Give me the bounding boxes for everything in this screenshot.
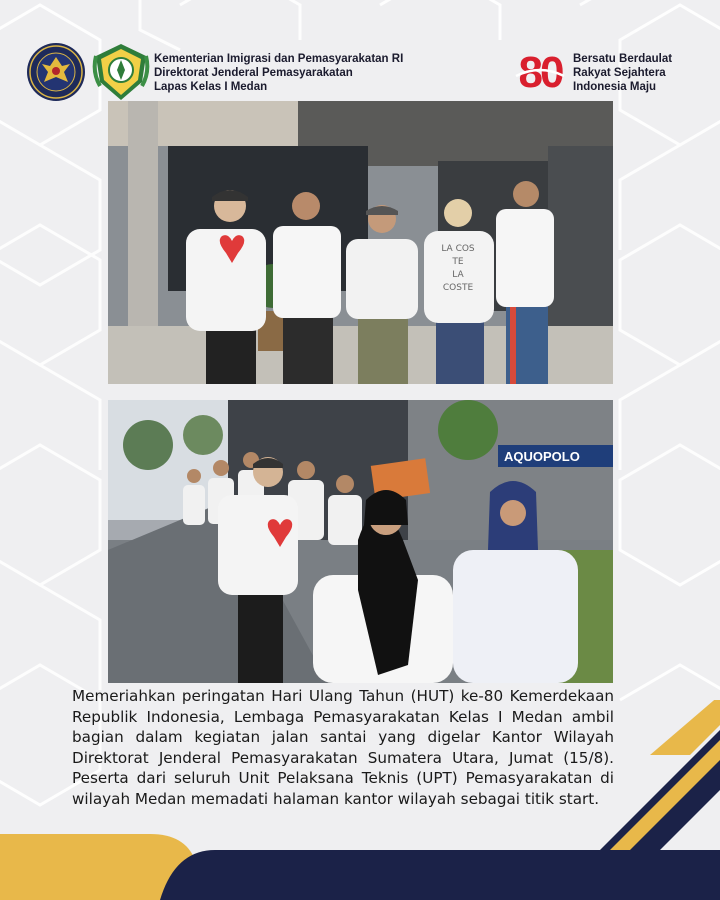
org-line-ministry: Kementerian Imigrasi dan Pemasyarakatan RI	[154, 53, 404, 65]
slogan-line-2: Rakyat Sejahtera	[573, 67, 666, 79]
shop-sign: AQUOPOLO	[504, 449, 580, 464]
slogan	[573, 52, 672, 94]
hut-80-badge	[510, 46, 570, 96]
org-line-unit: Lapas Kelas I Medan	[154, 81, 268, 93]
photo-officials-standing	[108, 101, 613, 384]
org-line-directorate: Direktorat Jenderal Pemasyarakatan	[154, 67, 353, 79]
badge-number: 80	[518, 48, 562, 96]
slogan-line-3: Indonesia Maju	[573, 81, 657, 93]
header	[0, 0, 720, 100]
pemasyarakatan-logo	[92, 42, 150, 102]
kementerian-logo	[26, 42, 86, 102]
svg-text:COSTE: COSTE	[442, 283, 474, 293]
svg-text:LA COS: LA COS	[441, 244, 475, 254]
organization-name	[154, 52, 403, 94]
svg-text:LA: LA	[452, 270, 464, 280]
slogan-line-1: Bersatu Berdaulat	[573, 53, 673, 65]
caption-text: Memeriahkan peringatan Hari Ulang Tahun (HUT) ke-80 Kemerdekaan Republik Indonesia, Lembaga Pemasyarakatan Kelas I Medan ambil bagian dalam kegiatan jalan santai yang digelar Kantor Wilayah Direktorat Jenderal Pemasyarakatan Sumatera Utara, Jumat (15/8). Peserta dari seluruh Unit Pelaksana Teknis (UPT) Pemasyarakatan di wilayah Medan memadati halaman kantor wilayah sebagai titik start.	[72, 687, 614, 808]
svg-text:TE: TE	[452, 257, 464, 267]
photo-walk-participants	[108, 400, 613, 683]
